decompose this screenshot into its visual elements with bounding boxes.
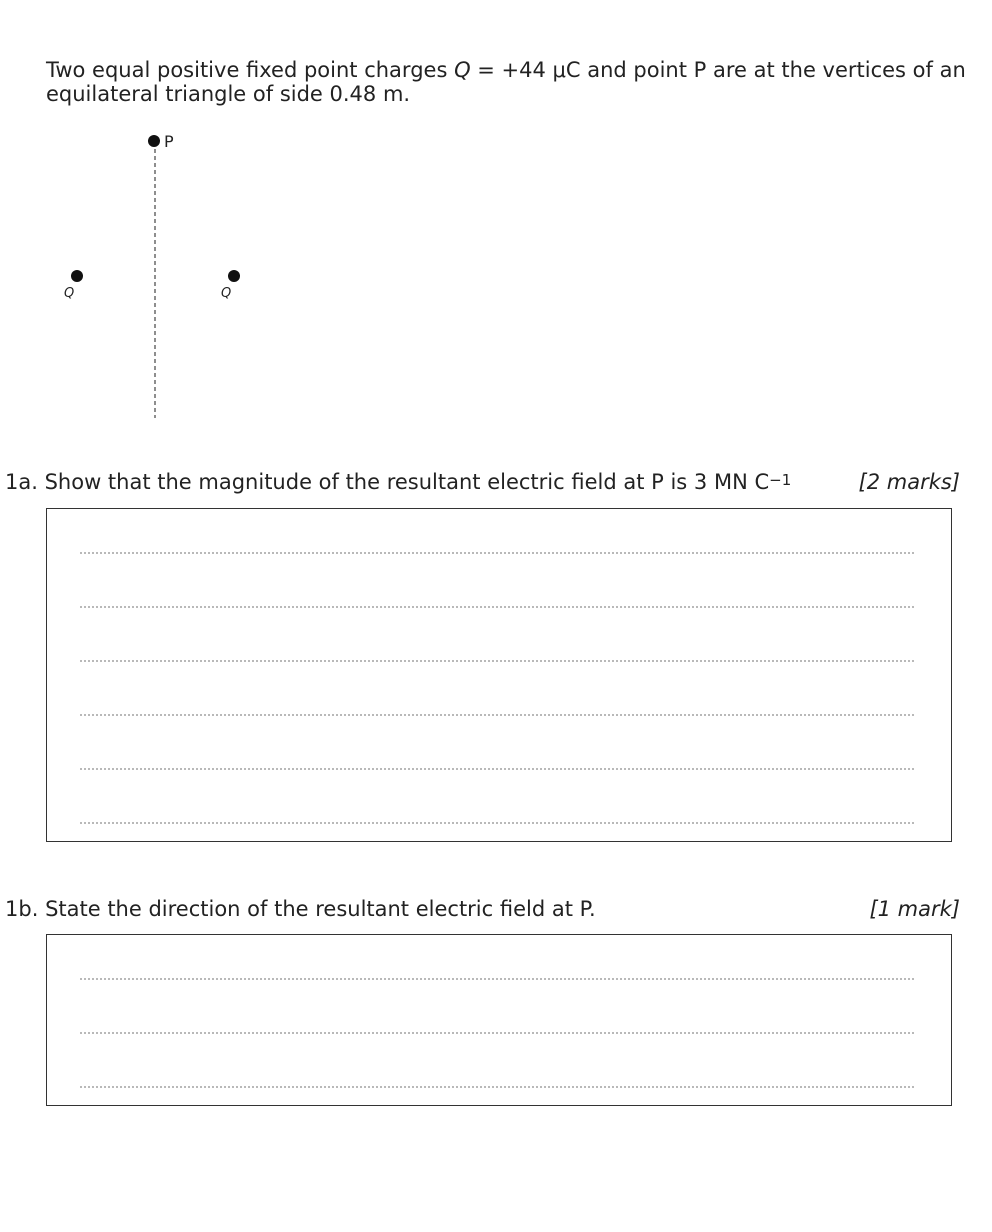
charge-left-label: Q — [64, 286, 75, 301]
answer-box-1b[interactable] — [46, 934, 952, 1106]
charge-diagram — [0, 120, 260, 430]
question-1a-exponent: −1 — [769, 471, 792, 489]
stem-text-part1: Two equal positive fixed point charges — [46, 58, 455, 82]
answer-line[interactable] — [80, 714, 914, 716]
question-1b-marks: [1 mark] — [869, 897, 960, 921]
answer-box-1a[interactable] — [46, 508, 952, 842]
answer-line[interactable] — [80, 978, 914, 980]
question-1a — [5, 469, 960, 495]
question-1a-text: Show that the magnitude of the resultant electric field at P is 3 MN C — [44, 470, 770, 494]
charge-right-marker — [228, 270, 240, 282]
stem-text-part2: = +44 μC and point P are at the vertices of an equilateral triangle of side 0.48 m. — [46, 58, 966, 106]
charge-left-marker — [71, 270, 83, 282]
answer-line[interactable] — [80, 660, 914, 662]
point-p-label: P — [164, 132, 174, 151]
question-1b-number: 1b. — [5, 897, 39, 921]
answer-line[interactable] — [80, 606, 914, 608]
question-1a-marks: [2 marks] — [858, 470, 960, 494]
point-p-marker — [148, 135, 160, 147]
question-1b — [5, 896, 960, 922]
question-1b-text: State the direction of the resultant electric field at P. — [45, 897, 596, 921]
answer-line[interactable] — [80, 1032, 914, 1034]
answer-line[interactable] — [80, 552, 914, 554]
answer-line[interactable] — [80, 1086, 914, 1088]
answer-line[interactable] — [80, 768, 914, 770]
charge-right-label: Q — [221, 286, 232, 301]
answer-line[interactable] — [80, 822, 914, 824]
question-stem — [46, 58, 966, 106]
question-1a-number: 1a. — [5, 470, 38, 494]
charge-symbol: Q — [454, 58, 471, 82]
